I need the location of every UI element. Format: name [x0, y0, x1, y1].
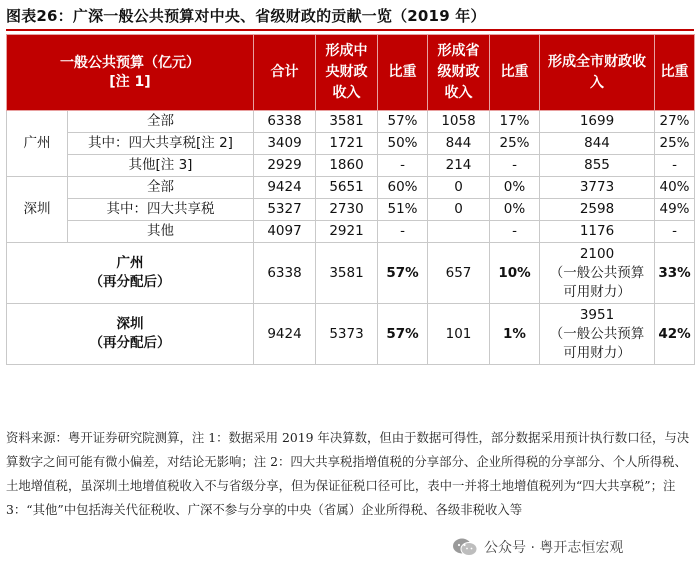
header-prov — [428, 35, 490, 111]
cell-city — [540, 304, 655, 365]
cell-city: 844 — [540, 133, 655, 155]
cell-central: 2730 — [316, 199, 378, 221]
header-prov-l3: 收入 — [444, 85, 473, 101]
cell-central-ratio: 57% — [378, 304, 428, 365]
cell-city: 3773 — [540, 177, 655, 199]
header-prov-ratio: 比重 — [490, 35, 540, 111]
cell-central: 1860 — [316, 155, 378, 177]
cell-city: 2598 — [540, 199, 655, 221]
header-central — [316, 35, 378, 111]
cell-total: 4097 — [254, 221, 316, 243]
cell-total: 3409 — [254, 133, 316, 155]
cell-total: 9424 — [254, 177, 316, 199]
row-label: 其他[注 3] — [68, 155, 254, 177]
cell-city-l2: （一般公共预算 — [549, 325, 645, 342]
cell-prov-ratio: - — [490, 221, 540, 243]
header-item-line1: 一般公共预算（亿元） — [60, 54, 200, 71]
budget-table — [6, 34, 695, 365]
figure-title: 图表26：广深一般公共预算对中央、省级财政的贡献一览（2019 年） — [6, 7, 486, 25]
table-row — [7, 177, 695, 199]
cell-prov: 0 — [428, 199, 490, 221]
header-city-l1: 形成全市财政收 — [548, 53, 646, 70]
region-guangzhou: 广州 — [7, 111, 68, 177]
row-label: 其中：四大共享税[注 2] — [68, 133, 254, 155]
cell-prov: 0 — [428, 177, 490, 199]
header-total: 合计 — [254, 35, 316, 111]
cell-city-ratio: 27% — [655, 111, 695, 133]
redist-label — [7, 304, 254, 365]
cell-city-ratio: - — [655, 155, 695, 177]
cell-city-l2: （一般公共预算 — [549, 264, 645, 281]
cell-central: 5373 — [316, 304, 378, 365]
title-divider — [6, 29, 694, 31]
cell-prov-ratio: 1% — [490, 304, 540, 365]
cell-prov-ratio: 25% — [490, 133, 540, 155]
cell-total: 9424 — [254, 304, 316, 365]
cell-total: 6338 — [254, 243, 316, 304]
cell-prov-ratio: 0% — [490, 177, 540, 199]
cell-central-ratio: 57% — [378, 243, 428, 304]
cell-city-ratio: 40% — [655, 177, 695, 199]
cell-city: 1699 — [540, 111, 655, 133]
wechat-icon — [452, 537, 478, 557]
cell-prov: 101 — [428, 304, 490, 365]
cell-central: 5651 — [316, 177, 378, 199]
header-central-l3: 收入 — [332, 85, 361, 101]
table-row — [7, 155, 695, 177]
header-city-ratio: 比重 — [655, 35, 695, 111]
redist-label-l1: 广州 — [116, 255, 144, 271]
cell-city-ratio: 25% — [655, 133, 695, 155]
table-row — [7, 133, 695, 155]
cell-central-ratio: 57% — [378, 111, 428, 133]
table-row — [7, 221, 695, 243]
cell-total: 6338 — [254, 111, 316, 133]
cell-prov: 844 — [428, 133, 490, 155]
cell-city: 855 — [540, 155, 655, 177]
cell-prov-ratio: 10% — [490, 243, 540, 304]
cell-central-ratio: - — [378, 221, 428, 243]
cell-total: 2929 — [254, 155, 316, 177]
row-label: 其中：四大共享税 — [68, 199, 254, 221]
cell-prov-ratio: - — [490, 155, 540, 177]
cell-prov-ratio: 17% — [490, 111, 540, 133]
cell-total: 5327 — [254, 199, 316, 221]
header-central-ratio: 比重 — [378, 35, 428, 111]
cell-prov: 657 — [428, 243, 490, 304]
watermark — [452, 537, 623, 557]
cell-central: 3581 — [316, 243, 378, 304]
source-note: 资料来源：粤开证券研究院测算，注 1：数据采用 2019 年决算数，但由于数据可得性，部分数据采用预计执行数口径，与决算数字之间可能有微小偏差，对结论无影响；注 2：四大共享税指增值税的分享部分、企业所得税的分享部分、个人所得税、土地增值税，虽深圳土地增值税收入不与省级分享，但为保证征税口径可比，表中一并将土地增值税列为“四大共享税”；注 3：“其他”中包括海关代征税收、广深不参与分享的中央（省属）企业所得税、各级非税收入等 — [6, 430, 690, 517]
cell-city-l3: 可用财力） — [563, 344, 631, 361]
table-row — [7, 243, 695, 304]
header-prov-l2: 级财政 — [437, 64, 480, 80]
row-label: 其他 — [68, 221, 254, 243]
cell-city: 1176 — [540, 221, 655, 243]
header-central-l1: 形成中 — [325, 43, 368, 59]
table-row — [7, 304, 695, 365]
cell-central: 1721 — [316, 133, 378, 155]
region-shenzhen: 深圳 — [7, 177, 68, 243]
cell-central: 3581 — [316, 111, 378, 133]
cell-central: 2921 — [316, 221, 378, 243]
table-row — [7, 111, 695, 133]
cell-prov: 214 — [428, 155, 490, 177]
row-label: 全部 — [68, 111, 254, 133]
header-central-l2: 央财政 — [325, 64, 368, 80]
cell-prov — [428, 221, 490, 243]
header-row — [7, 35, 695, 111]
table-row — [7, 199, 695, 221]
row-label: 全部 — [68, 177, 254, 199]
cell-city-ratio: 42% — [655, 304, 695, 365]
cell-city-l1: 3951 — [579, 306, 615, 323]
cell-prov-ratio: 0% — [490, 199, 540, 221]
redist-label-l2: （再分配后） — [89, 274, 171, 290]
header-city-l2: 入 — [590, 74, 604, 91]
redist-label-l2: （再分配后） — [89, 335, 171, 351]
redist-label — [7, 243, 254, 304]
cell-city-l3: 可用财力） — [563, 283, 631, 300]
watermark-text: 公众号 · 粤开志恒宏观 — [484, 540, 624, 556]
cell-central-ratio: - — [378, 155, 428, 177]
header-item — [7, 35, 254, 111]
header-city — [540, 35, 655, 111]
cell-city-ratio: 49% — [655, 199, 695, 221]
cell-city-l1: 2100 — [579, 245, 615, 262]
cell-city-ratio: 33% — [655, 243, 695, 304]
cell-city-ratio: - — [655, 221, 695, 243]
header-item-line2: [注 1] — [109, 73, 151, 90]
header-prov-l1: 形成省 — [437, 43, 480, 59]
cell-central-ratio: 60% — [378, 177, 428, 199]
redist-label-l1: 深圳 — [116, 316, 144, 332]
cell-city — [540, 243, 655, 304]
cell-central-ratio: 50% — [378, 133, 428, 155]
cell-central-ratio: 51% — [378, 199, 428, 221]
cell-prov: 1058 — [428, 111, 490, 133]
